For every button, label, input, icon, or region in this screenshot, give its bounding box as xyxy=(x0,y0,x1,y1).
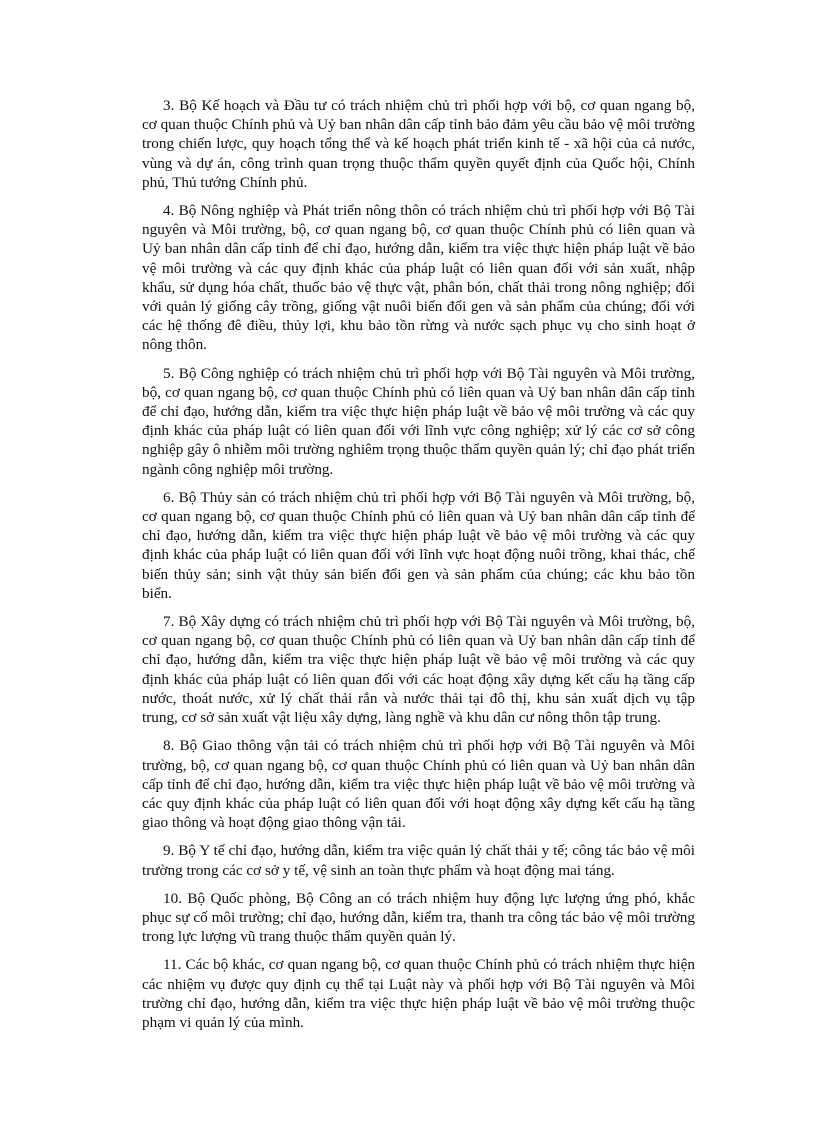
paragraph-item-7: 7. Bộ Xây dựng có trách nhiệm chủ trì phối hợp với Bộ Tài nguyên và Môi trường, bộ, cơ quan ngang bộ, cơ quan thuộc Chính phủ có liên quan và Uỷ ban nhân dân cấp tỉnh để chỉ đạo, hướng dẫn, kiểm tra việc thực hiện pháp luật về bảo vệ môi trường và các quy định khác của pháp luật có liên quan đối với các hoạt động xây dựng kết cấu hạ tầng cấp nước, thoát nước, xử lý chất thải rắn và nước thải tại đô thị, khu sản xuất dịch vụ tập trung, cơ sở sản xuất vật liệu xây dựng, làng nghề và khu dân cư nông thôn tập trung. xyxy=(142,613,695,727)
paragraph-item-10: 10. Bộ Quốc phòng, Bộ Công an có trách nhiệm huy động lực lượng ứng phó, khắc phục sự cố môi trường; chỉ đạo, hướng dẫn, kiểm tra, thanh tra công tác bảo vệ môi trường trong lực lượng vũ trang thuộc thẩm quyền quản lý. xyxy=(142,889,695,946)
paragraph-item-3: 3. Bộ Kế hoạch và Đầu tư có trách nhiệm chủ trì phối hợp với bộ, cơ quan ngang bộ, cơ quan thuộc Chính phủ và Uỷ ban nhân dân cấp tỉnh bảo đảm yêu cầu bảo vệ môi trường trong chiến lược, quy hoạch tổng thể và kế hoạch phát triển kinh tế - xã hội của cả nước, vùng và dự án, công trình quan trọng thuộc thẩm quyền quyết định của Quốc hội, Chính phủ, Thủ tướng Chính phủ. xyxy=(142,97,695,191)
document-page xyxy=(142,96,695,1041)
paragraph-item-5: 5. Bộ Công nghiệp có trách nhiệm chủ trì phối hợp với Bộ Tài nguyên và Môi trường, bộ, cơ quan ngang bộ, cơ quan thuộc Chính phủ có liên quan và Uỷ ban nhân dân cấp tỉnh để chỉ đạo, hướng dẫn, kiểm tra việc thực hiện pháp luật về bảo vệ môi trường và các quy định khác của pháp luật có liên quan đối với lĩnh vực công nghiệp; xử lý các cơ sở công nghiệp gây ô nhiễm môi trường nghiêm trọng thuộc thẩm quyền quản lý; chỉ đạo phát triển ngành công nghiệp môi trường. xyxy=(142,364,695,478)
paragraph-item-9: 9. Bộ Y tế chỉ đạo, hướng dẫn, kiểm tra việc quản lý chất thải y tế; công tác bảo vệ môi trường trong các cơ sở y tế, vệ sinh an toàn thực phẩm và hoạt động mai táng. xyxy=(142,842,695,879)
paragraph-item-11: 11. Các bộ khác, cơ quan ngang bộ, cơ quan thuộc Chính phủ có trách nhiệm thực hiện các nhiệm vụ được quy định cụ thể tại Luật này và phối hợp với Bộ Tài nguyên và Môi trường chỉ đạo, hướng dẫn, kiểm tra việc thực hiện pháp luật về bảo vệ môi trường thuộc phạm vi quản lý của mình. xyxy=(142,956,695,1031)
paragraph-item-4: 4. Bộ Nông nghiệp và Phát triển nông thôn có trách nhiệm chủ trì phối hợp với Bộ Tài nguyên và Môi trường, bộ, cơ quan ngang bộ, cơ quan thuộc Chính phủ có liên quan và Uỷ ban nhân dân cấp tỉnh để chỉ đạo, hướng dẫn, kiểm tra việc thực hiện pháp luật về bảo vệ môi trường và các quy định khác của pháp luật có liên quan đối với sản xuất, nhập khẩu, sử dụng hóa chất, thuốc bảo vệ thực vật, phân bón, chất thải trong nông nghiệp; đối với quản lý giống cây trồng, giống vật nuôi biến đổi gen và sản phẩm của chúng; đối với các hệ thống đê điều, thủy lợi, khu bảo tồn rừng và nước sạch phục vụ cho sinh hoạt ở nông thôn. xyxy=(142,202,695,354)
paragraph-item-8: 8. Bộ Giao thông vận tải có trách nhiệm chủ trì phối hợp với Bộ Tài nguyên và Môi trường, bộ, cơ quan ngang bộ, cơ quan thuộc Chính phủ có liên quan và Uỷ ban nhân dân cấp tỉnh để chỉ đạo, hướng dẫn, kiểm tra việc thực hiện pháp luật về bảo vệ môi trường và các quy định khác của pháp luật có liên quan đối với hoạt động xây dựng kết cấu hạ tầng giao thông và hoạt động giao thông vận tải. xyxy=(142,737,695,832)
paragraph-item-6: 6. Bộ Thủy sản có trách nhiệm chủ trì phối hợp với Bộ Tài nguyên và Môi trường, bộ, cơ quan ngang bộ, cơ quan thuộc Chính phủ có liên quan và Uỷ ban nhân dân cấp tỉnh để chỉ đạo, hướng dẫn, kiểm tra việc thực hiện pháp luật về bảo vệ môi trường và các quy định khác của pháp luật có liên quan đối với lĩnh vực hoạt động nuôi trồng, khai thác, chế biến thủy sản; sinh vật thủy sản biến đổi gen và sản phẩm của chúng; các khu bảo tồn biển. xyxy=(142,488,695,602)
